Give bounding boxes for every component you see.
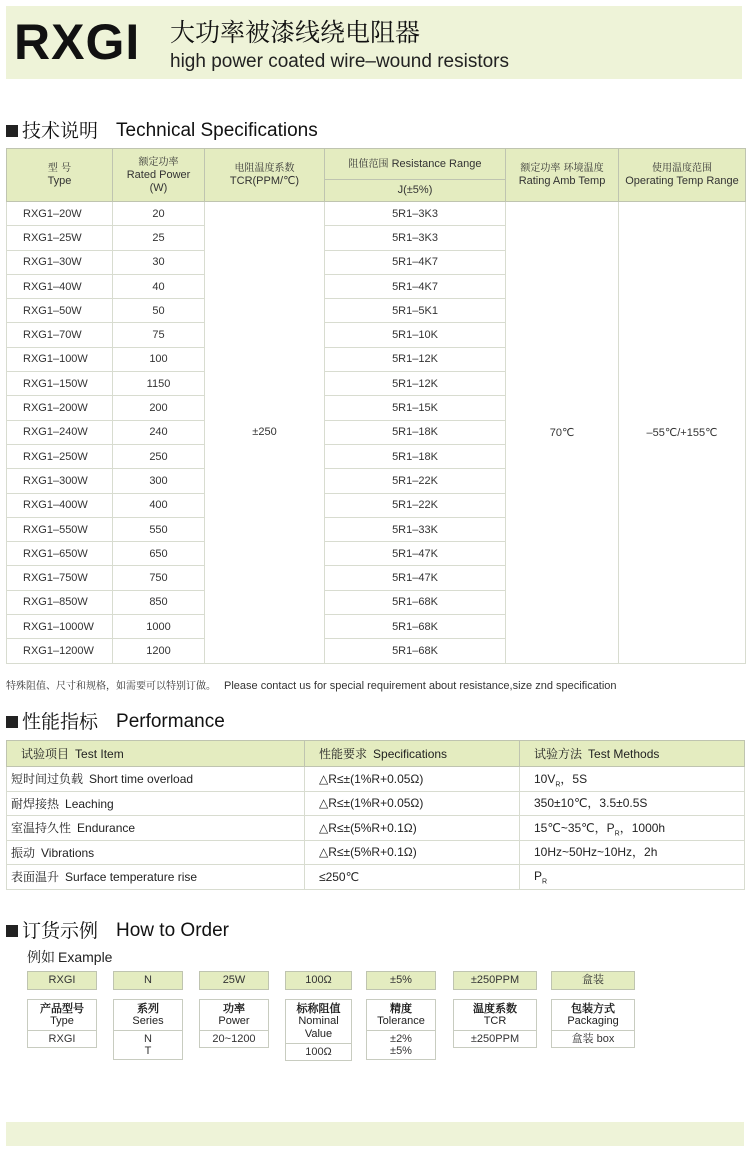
square-bullet-icon [6, 125, 18, 137]
order-desc-values [28, 1031, 96, 1047]
spec-range: 5R1–12K [325, 347, 506, 371]
spec-type: RXG1–650W [7, 542, 113, 566]
spec-power: 1150 [113, 372, 205, 396]
order-column [366, 971, 436, 1060]
order-desc-values [200, 1031, 268, 1047]
spec-header-tcr: 电阻温度系数 TCR(PPM/℃) [205, 149, 325, 202]
spec-table [6, 148, 746, 664]
spec-power: 550 [113, 517, 205, 541]
order-desc-head: 功率 Power [200, 1000, 268, 1031]
spec-type: RXG1–1200W [7, 639, 113, 663]
spec-power: 75 [113, 323, 205, 347]
order-desc [27, 999, 97, 1048]
example-label: 例如 Example [27, 949, 113, 966]
perf-row [7, 865, 745, 890]
spec-header-op: 使用温度范围 Operating Temp Range [619, 149, 746, 202]
spec-range: 5R1–3K3 [325, 226, 506, 250]
order-desc-values [552, 1031, 634, 1047]
spec-power: 250 [113, 444, 205, 468]
order-desc-head: 温度系数 TCR [454, 1000, 536, 1031]
spec-power: 50 [113, 299, 205, 323]
footer-bar [6, 1122, 744, 1146]
perf-spec: △R≤±(5%R+0.1Ω) [305, 840, 520, 865]
section-order-en: How to Order [116, 920, 229, 941]
title-chinese: 大功率被漆线绕电阻器 [170, 18, 421, 47]
spec-power: 1000 [113, 615, 205, 639]
order-code: 100Ω [285, 971, 352, 990]
perf-item: 短时间过负载 Short time overload [7, 767, 305, 792]
spec-range: 5R1–4K7 [325, 250, 506, 274]
spec-power: 240 [113, 420, 205, 444]
order-code: RXGI [27, 971, 97, 990]
order-value: 20~1200 [212, 1033, 256, 1045]
perf-row [7, 840, 745, 865]
order-desc [113, 999, 183, 1060]
spec-tcr: ±250 [205, 202, 325, 664]
order-desc-values [286, 1044, 351, 1060]
square-bullet-icon [6, 716, 18, 728]
spec-range: 5R1–10K [325, 323, 506, 347]
perf-method: 15℃~35℃，$P_R$，1000h [520, 816, 745, 841]
spec-type: RXG1–50W [7, 299, 113, 323]
order-value: ±250PPM [470, 1033, 520, 1045]
order-code: N [113, 971, 183, 990]
order-desc-head: 标称阻值 Nominal Value [286, 1000, 351, 1044]
spec-power: 100 [113, 347, 205, 371]
section-tech-en: Technical Specifications [116, 120, 318, 141]
order-desc-head: 系列 Series [114, 1000, 182, 1031]
perf-item: 室温持久性 Endurance [7, 816, 305, 841]
order-column [27, 971, 97, 1048]
perf-row [7, 791, 745, 816]
spec-header-range-sub: J(±5%) [325, 180, 506, 202]
spec-power: 200 [113, 396, 205, 420]
square-bullet-icon [6, 925, 18, 937]
spec-range: 5R1–5K1 [325, 299, 506, 323]
order-desc-values [454, 1031, 536, 1047]
order-value: RXGI [48, 1033, 76, 1045]
order-value: ±2% [390, 1033, 412, 1045]
section-title-tech [6, 120, 318, 142]
spec-type: RXG1–100W [7, 347, 113, 371]
section-perf-cn: 性能指标 [22, 711, 99, 733]
order-column [453, 971, 537, 1048]
order-code: 盒装 [551, 971, 635, 990]
spec-power: 300 [113, 469, 205, 493]
spec-range: 5R1–18K [325, 420, 506, 444]
order-desc [366, 999, 436, 1060]
special-note: 特殊阻值、尺寸和规格，如需要可以特别订做。 Please contact us for special requirement about resistance,size znd specification [6, 680, 617, 692]
order-column [113, 971, 183, 1060]
order-code: ±250PPM [453, 971, 537, 990]
spec-range: 5R1–47K [325, 542, 506, 566]
perf-spec: △R≤±(1%R+0.05Ω) [305, 791, 520, 816]
order-value: N [144, 1033, 152, 1045]
order-desc [453, 999, 537, 1048]
spec-type: RXG1–150W [7, 372, 113, 396]
perf-header-method: 试验方法 Test Methods [520, 741, 745, 767]
spec-power: 25 [113, 226, 205, 250]
spec-power: 30 [113, 250, 205, 274]
perf-header-item: 试验项目 Test Item [7, 741, 305, 767]
order-desc-head: 精度 Tolerance [367, 1000, 435, 1031]
perf-method: 350±10℃，3.5±0.5S [520, 791, 745, 816]
brand-title: RXGI [14, 14, 141, 70]
order-column [551, 971, 635, 1048]
spec-type: RXG1–250W [7, 444, 113, 468]
order-value: T [144, 1045, 152, 1057]
spec-type: RXG1–25W [7, 226, 113, 250]
spec-type: RXG1–1000W [7, 615, 113, 639]
spec-type: RXG1–400W [7, 493, 113, 517]
spec-header-range: 阻值范围 Resistance Range [325, 149, 506, 180]
order-desc [285, 999, 352, 1061]
order-desc [551, 999, 635, 1048]
spec-header-amb: 额定功率 环境温度 Rating Amb Temp [506, 149, 619, 202]
spec-range: 5R1–3K3 [325, 202, 506, 226]
perf-method: $P_R$ [520, 865, 745, 890]
spec-header-type: 型 号 Type [7, 149, 113, 202]
perf-spec: △R≤±(5%R+0.1Ω) [305, 816, 520, 841]
spec-row [7, 202, 746, 226]
spec-range: 5R1–18K [325, 444, 506, 468]
order-value: 100Ω [305, 1046, 332, 1058]
spec-type: RXG1–750W [7, 566, 113, 590]
order-desc [199, 999, 269, 1048]
spec-op-temp: –55℃/+155℃ [619, 202, 746, 664]
spec-range: 5R1–47K [325, 566, 506, 590]
perf-header-spec: 性能要求 Specifications [305, 741, 520, 767]
spec-power: 20 [113, 202, 205, 226]
order-value: ±5% [390, 1045, 412, 1057]
section-title-order [6, 920, 229, 942]
order-desc-head: 产品型号 Type [28, 1000, 96, 1031]
spec-power: 850 [113, 590, 205, 614]
section-perf-en: Performance [116, 711, 225, 732]
spec-power: 40 [113, 274, 205, 298]
spec-type: RXG1–300W [7, 469, 113, 493]
order-value: 盒装 box [571, 1033, 615, 1045]
perf-item: 振动 Vibrations [7, 840, 305, 865]
perf-method: $10V_R$，5S [520, 767, 745, 792]
section-tech-cn: 技术说明 [22, 120, 99, 142]
perf-item: 表面温升 Surface temperature rise [7, 865, 305, 890]
performance-table [6, 740, 745, 890]
section-title-perf [6, 711, 225, 733]
spec-range: 5R1–33K [325, 517, 506, 541]
spec-range: 5R1–4K7 [325, 274, 506, 298]
spec-type: RXG1–850W [7, 590, 113, 614]
spec-type: RXG1–200W [7, 396, 113, 420]
spec-power: 750 [113, 566, 205, 590]
spec-type: RXG1–240W [7, 420, 113, 444]
spec-range: 5R1–68K [325, 590, 506, 614]
perf-row [7, 767, 745, 792]
spec-range: 5R1–68K [325, 615, 506, 639]
spec-type: RXG1–550W [7, 517, 113, 541]
spec-type: RXG1–40W [7, 274, 113, 298]
title-english: high power coated wire–wound resistors [170, 51, 510, 72]
order-desc-values [114, 1031, 182, 1059]
perf-method: 10Hz~50Hz~10Hz，2h [520, 840, 745, 865]
spec-power: 1200 [113, 639, 205, 663]
section-order-cn: 订货示例 [22, 920, 99, 942]
spec-type: RXG1–70W [7, 323, 113, 347]
spec-power: 650 [113, 542, 205, 566]
perf-spec: ≤250℃ [305, 865, 520, 890]
order-code: ±5% [366, 971, 436, 990]
perf-item: 耐焊接热 Leaching [7, 791, 305, 816]
spec-range: 5R1–12K [325, 372, 506, 396]
spec-range: 5R1–22K [325, 493, 506, 517]
order-desc-head: 包装方式 Packaging [552, 1000, 634, 1031]
spec-header-power: 额定功率 Rated Power (W) [113, 149, 205, 202]
spec-type: RXG1–30W [7, 250, 113, 274]
perf-spec: △R≤±(1%R+0.05Ω) [305, 767, 520, 792]
order-code: 25W [199, 971, 269, 990]
spec-range: 5R1–68K [325, 639, 506, 663]
spec-power: 400 [113, 493, 205, 517]
order-desc-values [367, 1031, 435, 1059]
order-column [285, 971, 352, 1061]
spec-range: 5R1–22K [325, 469, 506, 493]
order-column [199, 971, 269, 1048]
spec-type: RXG1–20W [7, 202, 113, 226]
page-header [6, 6, 742, 79]
spec-amb-temp: 70℃ [506, 202, 619, 664]
perf-row [7, 816, 745, 841]
spec-range: 5R1–15K [325, 396, 506, 420]
